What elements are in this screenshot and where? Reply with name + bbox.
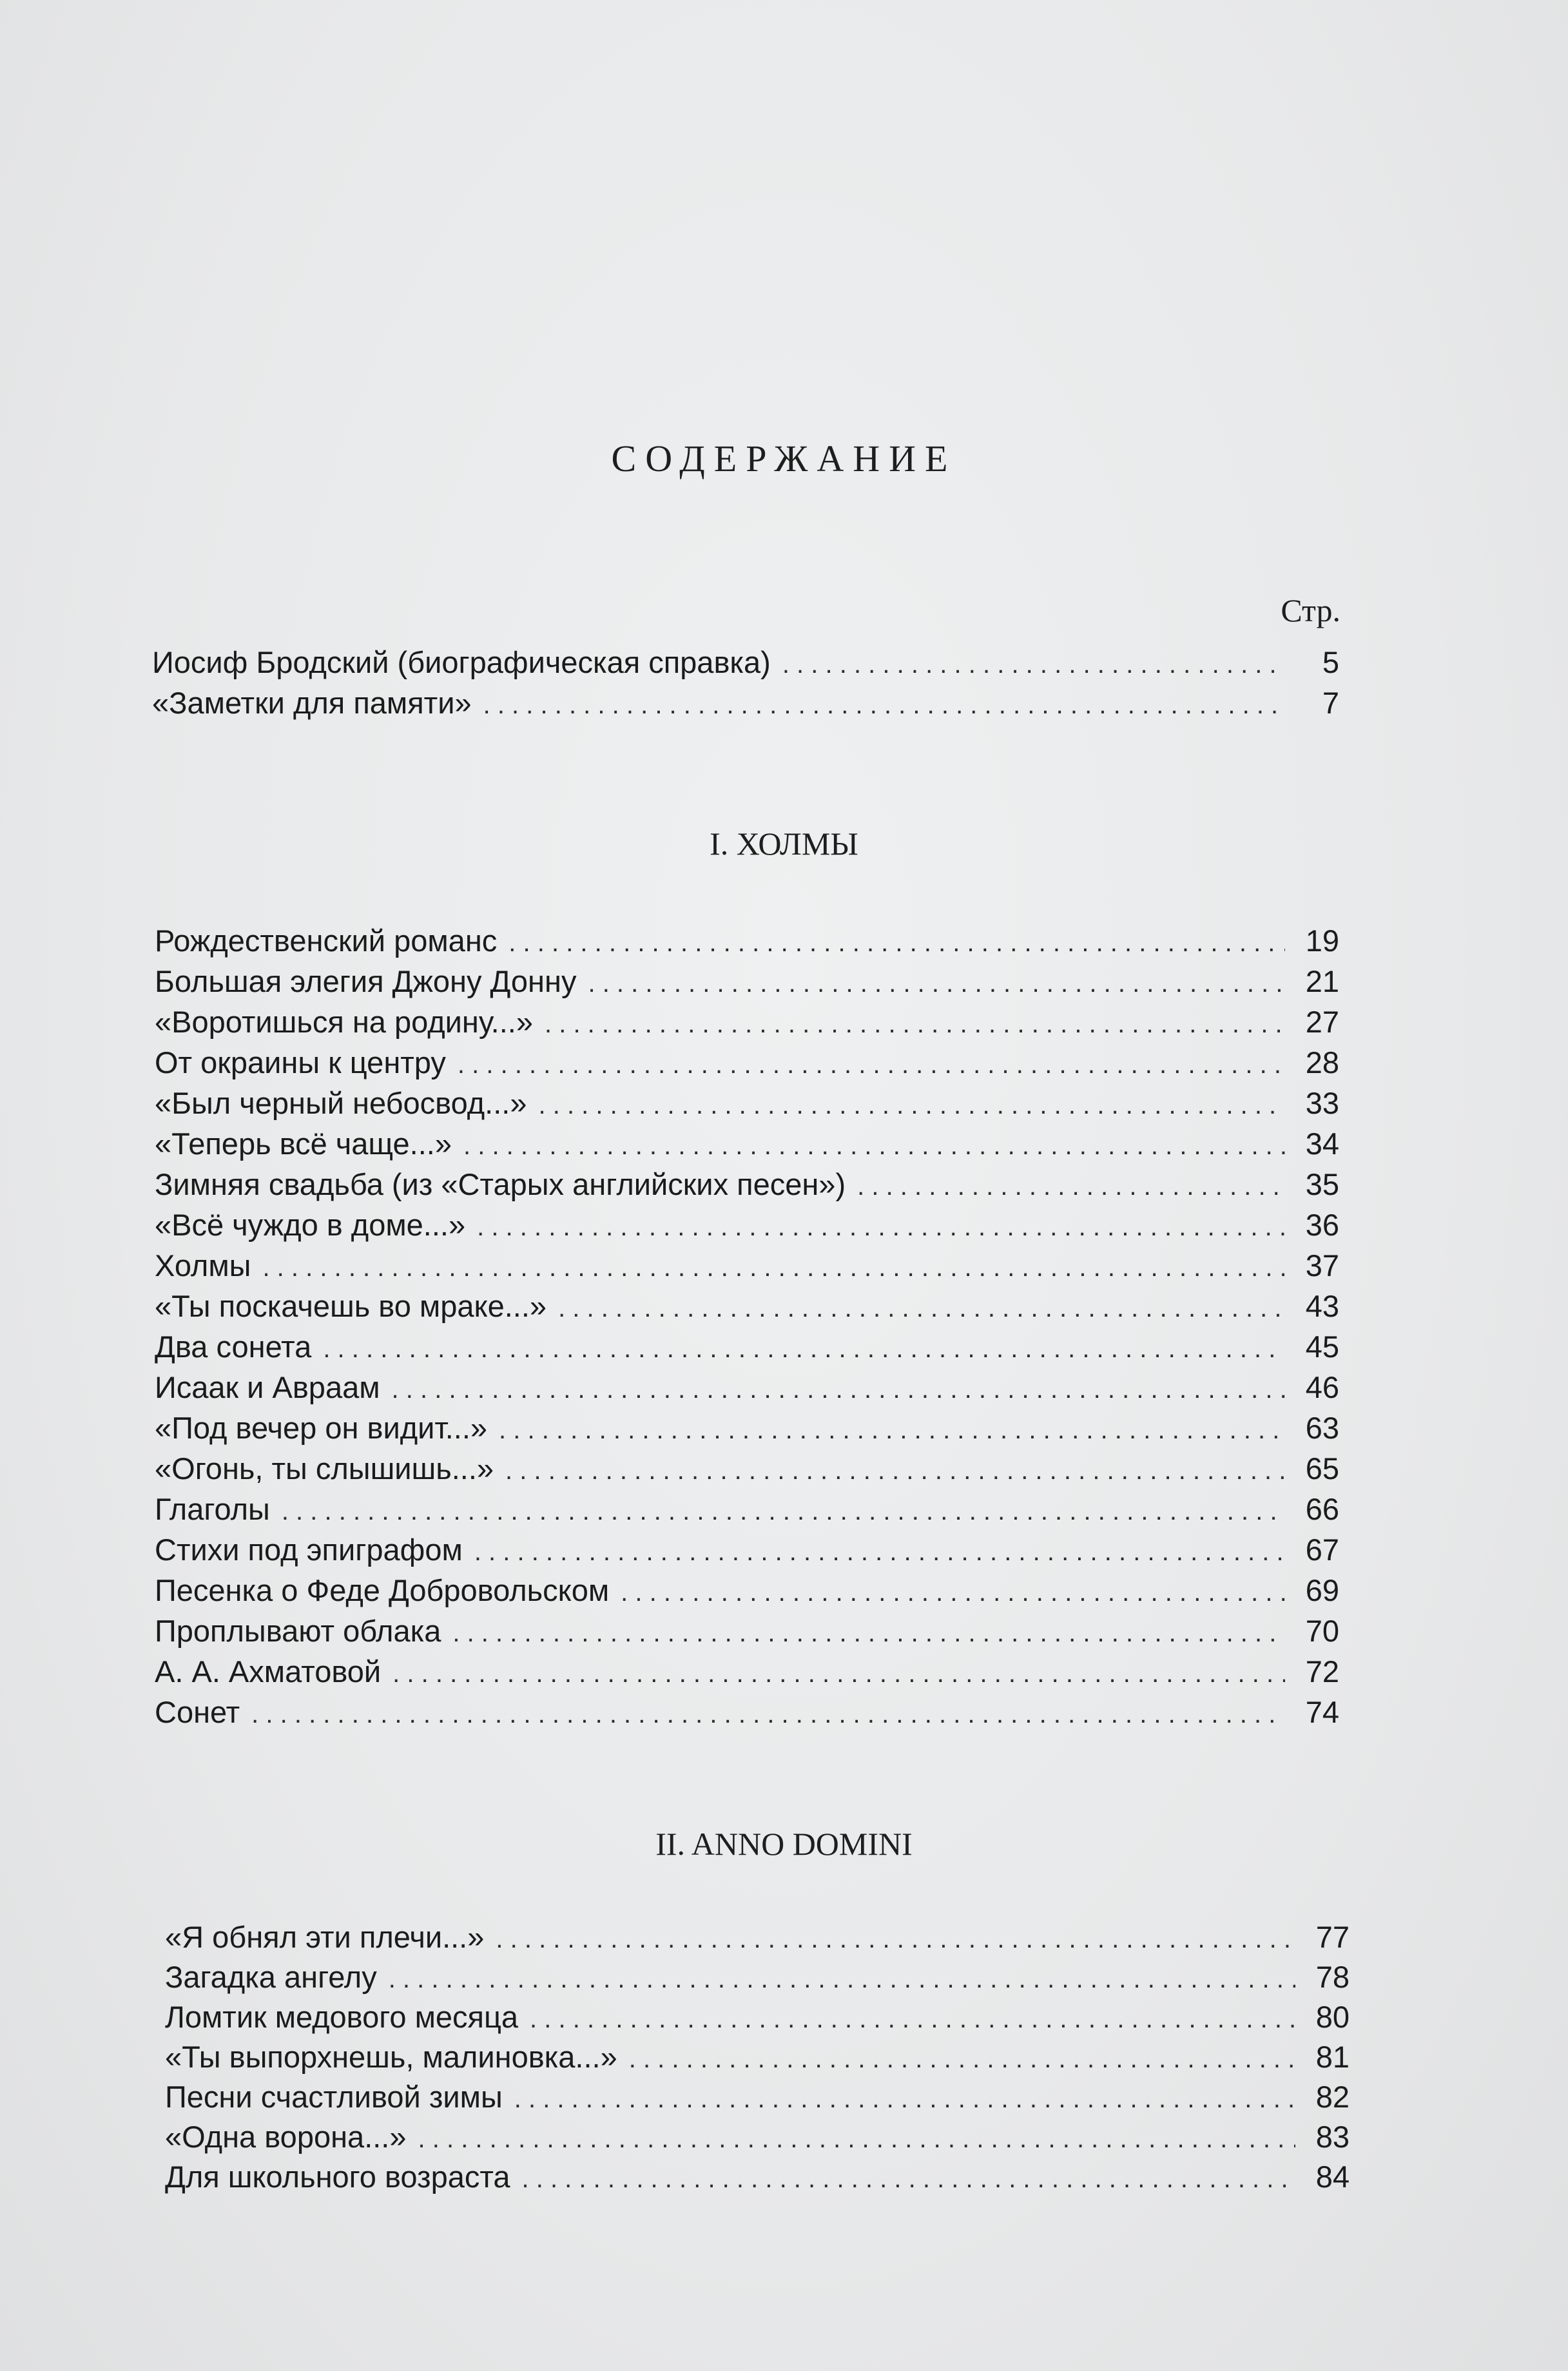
entry-title: Рождественский романс	[155, 924, 498, 958]
dot-leader	[496, 1925, 1295, 1954]
entry-page-number: 28	[1305, 1045, 1339, 1079]
dot-leader	[588, 969, 1285, 998]
toc-entry	[155, 1207, 1339, 1248]
entry-page-number: 67	[1305, 1533, 1339, 1567]
entry-title: Песенка о Феде Добровольском	[155, 1573, 610, 1607]
entry-page-number: 83	[1315, 2120, 1350, 2154]
dot-leader	[782, 650, 1285, 679]
dot-leader	[621, 1578, 1285, 1607]
dot-leader	[508, 929, 1285, 958]
entry-page-number: 72	[1305, 1654, 1339, 1689]
entry-page-number: 74	[1305, 1695, 1339, 1729]
dot-leader	[505, 1456, 1285, 1486]
entry-title: Зимняя свадьба (из «Старых английских песен»)	[155, 1167, 846, 1201]
toc-entry	[155, 1451, 1339, 1491]
entry-page-number: 69	[1305, 1573, 1339, 1607]
dot-leader	[392, 1660, 1285, 1689]
toc-entry	[155, 1004, 1339, 1045]
entry-title: Сонет	[155, 1695, 240, 1729]
dot-leader	[477, 1213, 1285, 1242]
toc-entry	[152, 685, 1339, 726]
entry-title: Стихи под эпиграфом	[155, 1533, 463, 1567]
toc-entry	[165, 1919, 1350, 1959]
entry-title: Проплывают облака	[155, 1614, 441, 1648]
dot-leader	[392, 1375, 1285, 1404]
entry-title: Холмы	[155, 1248, 251, 1282]
entry-title: Загадка ангелу	[165, 1960, 377, 1994]
entry-title: Песни счастливой зимы	[165, 2080, 503, 2114]
dot-leader	[463, 1132, 1285, 1161]
dot-leader	[323, 1335, 1285, 1364]
entry-page-number: 34	[1305, 1127, 1339, 1161]
dot-leader	[389, 1965, 1295, 1994]
entry-page-number: 46	[1305, 1370, 1339, 1404]
toc-entry	[165, 1999, 1350, 2039]
entry-page-number: 80	[1315, 2000, 1350, 2034]
front-matter-list	[152, 644, 1339, 726]
toc-entry	[155, 1532, 1339, 1573]
entry-title: «Под вечер он видит...»	[155, 1411, 488, 1445]
toc-entry	[165, 2039, 1350, 2079]
entry-title: «Заметки для памяти»	[152, 686, 472, 720]
entry-page-number: 33	[1305, 1086, 1339, 1120]
entry-page-number: 77	[1315, 1920, 1350, 1954]
entry-title: Глаголы	[155, 1492, 270, 1526]
entry-title: Иосиф Бродский (биографическая справка)	[152, 645, 771, 679]
toc-entry	[155, 963, 1339, 1004]
entry-page-number: 81	[1315, 2040, 1350, 2074]
dot-leader	[499, 1416, 1285, 1445]
dot-leader	[474, 1538, 1285, 1567]
section-title-1: I. ХОЛМЫ	[710, 826, 858, 862]
entry-title: «Был черный небосвод...»	[155, 1086, 527, 1120]
entry-page-number: 82	[1315, 2080, 1350, 2114]
section-title-2: II. ANNO DOMINI	[655, 1826, 913, 1862]
entry-page-number: 19	[1305, 924, 1339, 958]
toc-entry	[155, 1248, 1339, 1288]
dot-leader	[538, 1091, 1285, 1120]
entry-page-number: 36	[1305, 1208, 1339, 1242]
dot-leader	[857, 1172, 1285, 1201]
dot-leader	[514, 2085, 1295, 2114]
contents-heading: СОДЕРЖАНИЕ	[611, 438, 957, 479]
entry-title: «Теперь всё чаще...»	[155, 1127, 452, 1161]
toc-entry	[155, 1288, 1339, 1329]
entry-page-number: 5	[1322, 645, 1339, 679]
dot-leader	[558, 1294, 1285, 1323]
dot-leader	[452, 1619, 1285, 1648]
toc-entry	[155, 1654, 1339, 1694]
entry-title: «Ты поскачешь во мраке...»	[155, 1289, 547, 1323]
entry-title: А. А. Ахматовой	[155, 1654, 382, 1689]
entry-title: «Огонь, ты слышишь...»	[155, 1451, 494, 1486]
entry-page-number: 21	[1305, 964, 1339, 998]
entry-page-number: 84	[1315, 2160, 1350, 2194]
toc-entry	[165, 2079, 1350, 2119]
entry-title: Исаак и Авраам	[155, 1370, 380, 1404]
entry-page-number: 66	[1305, 1492, 1339, 1526]
entry-title: «Всё чуждо в доме...»	[155, 1208, 466, 1242]
dot-leader	[629, 2045, 1295, 2074]
entry-title: Два сонета	[155, 1330, 312, 1364]
dot-leader	[282, 1497, 1285, 1526]
toc-entry	[155, 1126, 1339, 1166]
entry-title: «Воротишься на родину...»	[155, 1005, 533, 1039]
entry-page-number: 7	[1322, 686, 1339, 720]
entry-page-number: 70	[1305, 1614, 1339, 1648]
toc-entry	[155, 1369, 1339, 1410]
toc-entry	[155, 1410, 1339, 1451]
entry-title: «Я обнял эти плечи...»	[165, 1920, 485, 1954]
toc-entry	[155, 1085, 1339, 1126]
toc-entry	[155, 923, 1339, 963]
toc-entry	[155, 1573, 1339, 1613]
entry-title: Ломтик медового месяца	[165, 2000, 519, 2034]
section-1-list	[155, 923, 1339, 1735]
dot-leader	[522, 2165, 1296, 2194]
dot-leader	[251, 1700, 1285, 1729]
dot-leader	[483, 691, 1285, 720]
entry-title: «Ты выпорхнешь, малиновка...»	[165, 2040, 617, 2074]
dot-leader	[418, 2125, 1295, 2154]
toc-entry	[155, 1329, 1339, 1369]
entry-page-number: 27	[1305, 1005, 1339, 1039]
entry-page-number: 37	[1305, 1248, 1339, 1282]
entry-page-number: 78	[1315, 1960, 1350, 1994]
entry-title: От окраины к центру	[155, 1045, 446, 1079]
toc-entry	[155, 1694, 1339, 1735]
dot-leader	[530, 2005, 1295, 2034]
entry-page-number: 45	[1305, 1330, 1339, 1364]
dot-leader	[458, 1050, 1285, 1079]
toc-entry	[165, 2159, 1350, 2199]
entry-page-number: 43	[1305, 1289, 1339, 1323]
entry-page-number: 35	[1305, 1167, 1339, 1201]
entry-title: Для школьного возраста	[165, 2160, 510, 2194]
dot-leader	[262, 1253, 1285, 1282]
dot-leader	[545, 1010, 1285, 1039]
toc-entry	[155, 1166, 1339, 1207]
section-2-list	[165, 1919, 1350, 2199]
toc-entry	[165, 2119, 1350, 2159]
entry-title: Большая элегия Джону Донну	[155, 964, 577, 998]
entry-page-number: 63	[1305, 1411, 1339, 1445]
toc-entry	[152, 644, 1339, 685]
toc-entry	[155, 1491, 1339, 1532]
entry-page-number: 65	[1305, 1451, 1339, 1486]
toc-entry	[155, 1045, 1339, 1085]
page-column-label: Стр.	[1281, 592, 1341, 628]
toc-entry	[155, 1613, 1339, 1654]
toc-entry	[165, 1959, 1350, 1999]
entry-title: «Одна ворона...»	[165, 2120, 407, 2154]
